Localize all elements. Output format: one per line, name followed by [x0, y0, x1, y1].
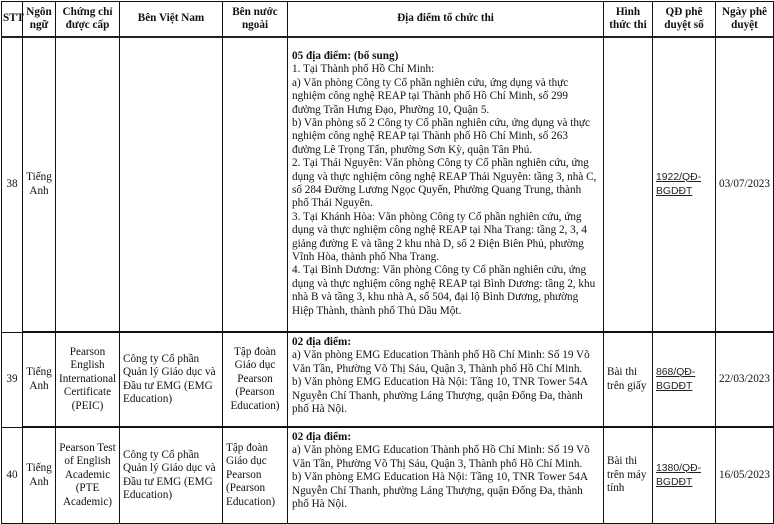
decision-link[interactable]: 868/QĐ-BGDĐT: [656, 366, 696, 392]
location-line: 3. Tại Khánh Hòa: Văn phòng Công ty Cổ phần nghiên cứu, ứng dụng và thực nghiệm công nghệ REAP tại Nha Trang: tầng 2, 3, 4 giảng đường E và tầng 2 khu nhà D, số 2 Điện Biên Phủ, phường Vĩnh Hòa, thành phố Nha Trang.: [292, 210, 587, 264]
row-certificate: [56, 37, 120, 332]
row-certificate: Pearson English International Certificate (PEIC): [56, 332, 120, 427]
table-row: [2, 332, 774, 427]
header-language: Ngôn ngữ: [23, 2, 56, 38]
location-line: b) Văn phòng EMG Education Hà Nội: Tầng 10, TNR Tower 54A Nguyễn Chí Thanh, phường Láng Thượng, quận Đống Đa, thành phố Hà Nội.: [292, 471, 588, 511]
header-date: Ngày phê duyệt: [716, 2, 774, 38]
header-decision: QĐ phê duyệt số: [653, 2, 716, 38]
row-date: 22/03/2023: [716, 332, 774, 427]
location-line: b) Văn phòng số 2 Công ty Cổ phần nghiên cứu, ứng dụng và thực nghiệm công nghệ REAP tại Thành phố Hồ Chí Minh, số 263 đường Lê Trọng Tấn, phường Sơn Kỳ, quận Tân Phú.: [292, 116, 590, 156]
row-vietnam-party: Công ty Cổ phần Quản lý Giáo dục và Đầu tư EMG (EMG Education): [120, 332, 223, 427]
certificates-table: [1, 1, 774, 524]
header-certificate: Chứng chỉ được cấp: [56, 2, 120, 38]
row-location: [288, 332, 604, 427]
header-vietnam-party: Bên Việt Nam: [120, 2, 223, 38]
row-foreign-party: [223, 37, 288, 332]
row-format: Bài thi trên máy tính: [604, 427, 653, 524]
row-stt: 39: [2, 332, 23, 427]
row-location: [288, 37, 604, 332]
row-vietnam-party: Công ty Cổ phần Quản lý Giáo dục và Đầu tư EMG (EMG Education): [120, 427, 223, 524]
row-language: Tiếng Anh: [23, 332, 56, 427]
location-title: 02 địa điểm:: [292, 336, 352, 348]
location-line: a) Văn phòng EMG Education Thành phố Hồ Chí Minh: Số 19 Võ Văn Tần, Phường Võ Thị Sáu, Quận 3, Thành phố Hồ Chí Minh.: [292, 349, 590, 375]
row-vietnam-party: [120, 37, 223, 332]
row-stt: 38: [2, 37, 23, 332]
row-date: 03/07/2023: [716, 37, 774, 332]
location-line: b) Văn phòng EMG Education Hà Nội: Tầng 10, TNR Tower 54A Nguyễn Chí Thanh, phường Láng Thượng, quận Đống Đa, thành phố Hà Nội.: [292, 376, 588, 416]
header-format: Hình thức thi: [604, 2, 653, 38]
location-line: a) Văn phòng EMG Education Thành phố Hồ Chí Minh: Số 19 Võ Văn Tần, Phường Võ Thị Sáu, Quận 3, Thành phố Hồ Chí Minh.: [292, 444, 590, 470]
decision-link[interactable]: 1380/QĐ-BGDĐT: [656, 462, 702, 488]
location-title: 05 địa điểm: (bổ sung): [292, 49, 399, 62]
row-location: [288, 427, 604, 524]
location-line: a) Văn phòng Công ty Cổ phần nghiên cứu, ứng dụng và thực nghiệm công nghệ REAP tại Thành phố Hồ Chí Minh, số 299 đường Trần Hưng Đạo, Phường 10, Quận 5.: [292, 76, 569, 116]
header-location: Địa điểm tổ chức thi: [288, 2, 604, 38]
row-foreign-party: Tập đoàn Giáo dục Pearson (Pearson Education): [223, 332, 288, 427]
location-title: 02 địa điểm:: [292, 431, 352, 443]
header-stt: STT: [2, 2, 23, 38]
row-date: 16/05/2023: [716, 427, 774, 524]
header-foreign-party: Bên nước ngoài: [223, 2, 288, 38]
row-decision-cell: [653, 332, 716, 427]
row-language: Tiếng Anh: [23, 37, 56, 332]
row-decision-cell: [653, 427, 716, 524]
row-foreign-party: Tập đoàn Giáo dục Pearson (Pearson Education): [223, 427, 288, 524]
row-format: [604, 37, 653, 332]
location-line: 4. Tại Bình Dương: Văn phòng Công ty Cổ phần nghiên cứu, ứng dụng và thực nghiệm công nghệ REAP tại Bình Dương: tầng 2, khu nhà B và tầng 3, khu nhà A, số 504, đại lộ Bình Dương, phường Hiệp Thành, thành phố Thủ Dầu Một.: [292, 264, 596, 317]
row-stt: 40: [2, 427, 23, 524]
row-decision-cell: [653, 37, 716, 332]
decision-link[interactable]: 1922/QĐ-BGDĐT: [656, 171, 702, 197]
table-row: [2, 427, 774, 524]
row-format: Bài thi trên giấy: [604, 332, 653, 427]
table-row: [2, 37, 774, 332]
location-line: 2. Tại Thái Nguyên: Văn phòng Công ty Cổ phần nghiên cứu, ứng dụng và thực nghiệm công nghệ REAP Thái Nguyên: tầng 3, nhà C, số 284 Đường Lương Ngọc Quyến, Phường Quang Trung, thành phố Thái Nguyên.: [292, 157, 597, 210]
row-certificate: Pearson Test of English Academic (PTE Academic): [56, 427, 120, 524]
row-language: Tiếng Anh: [23, 427, 56, 524]
table-header-row: [2, 2, 774, 38]
location-line: 1. Tại Thành phố Hồ Chí Minh:: [292, 63, 435, 76]
